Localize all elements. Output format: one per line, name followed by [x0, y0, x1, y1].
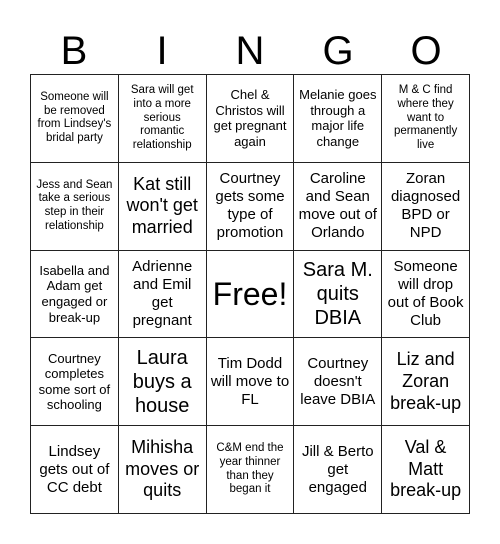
bingo-board [30, 74, 470, 514]
bingo-cell[interactable]: Melanie goes through a major life change [294, 75, 382, 163]
bingo-cell[interactable]: Zoran diagnosed BPD or NPD [382, 163, 470, 251]
header-letter-b: B [60, 29, 88, 73]
header-letter-n: N [235, 29, 265, 73]
bingo-cell[interactable]: Jess and Sean take a serious step in their relationship [31, 163, 119, 251]
bingo-cell[interactable]: Tim Dodd will move to FL [207, 338, 295, 426]
bingo-cell[interactable]: Kat still won't get married [119, 163, 207, 251]
bingo-cell[interactable]: Val & Matt break-up [382, 426, 470, 514]
free-space[interactable]: Free! [207, 251, 295, 339]
bingo-cell[interactable]: Adrienne and Emil get pregnant [119, 251, 207, 339]
bingo-cell[interactable]: Someone will be removed from Lindsey's bridal party [31, 75, 119, 163]
bingo-cell[interactable]: Courtney doesn't leave DBIA [294, 338, 382, 426]
header-letter-i: I [156, 29, 168, 73]
bingo-cell[interactable]: Lindsey gets out of CC debt [31, 426, 119, 514]
bingo-cell[interactable]: Isabella and Adam get engaged or break-up [31, 251, 119, 339]
bingo-cell[interactable]: Mihisha moves or quits [119, 426, 207, 514]
bingo-cell[interactable]: C&M end the year thinner than they began it [207, 426, 295, 514]
bingo-cell[interactable]: M & C find where they want to permanently live [382, 75, 470, 163]
bingo-cell[interactable]: Courtney completes some sort of schooling [31, 338, 119, 426]
bingo-cell[interactable]: Caroline and Sean move out of Orlando [294, 163, 382, 251]
bingo-cell[interactable]: Sara will get into a more serious romantic relationship [119, 75, 207, 163]
bingo-cell[interactable]: Jill & Berto get engaged [294, 426, 382, 514]
bingo-cell[interactable]: Sara M. quits DBIA [294, 251, 382, 339]
bingo-cell[interactable]: Courtney gets some type of promotion [207, 163, 295, 251]
header-letter-g: G [322, 29, 354, 73]
bingo-cell[interactable]: Laura buys a house [119, 338, 207, 426]
bingo-cell[interactable]: Chel & Christos will get pregnant again [207, 75, 295, 163]
bingo-cell[interactable]: Liz and Zoran break-up [382, 338, 470, 426]
header-letter-o: O [410, 29, 442, 73]
bingo-header [30, 28, 470, 74]
bingo-cell[interactable]: Someone will drop out of Book Club [382, 251, 470, 339]
